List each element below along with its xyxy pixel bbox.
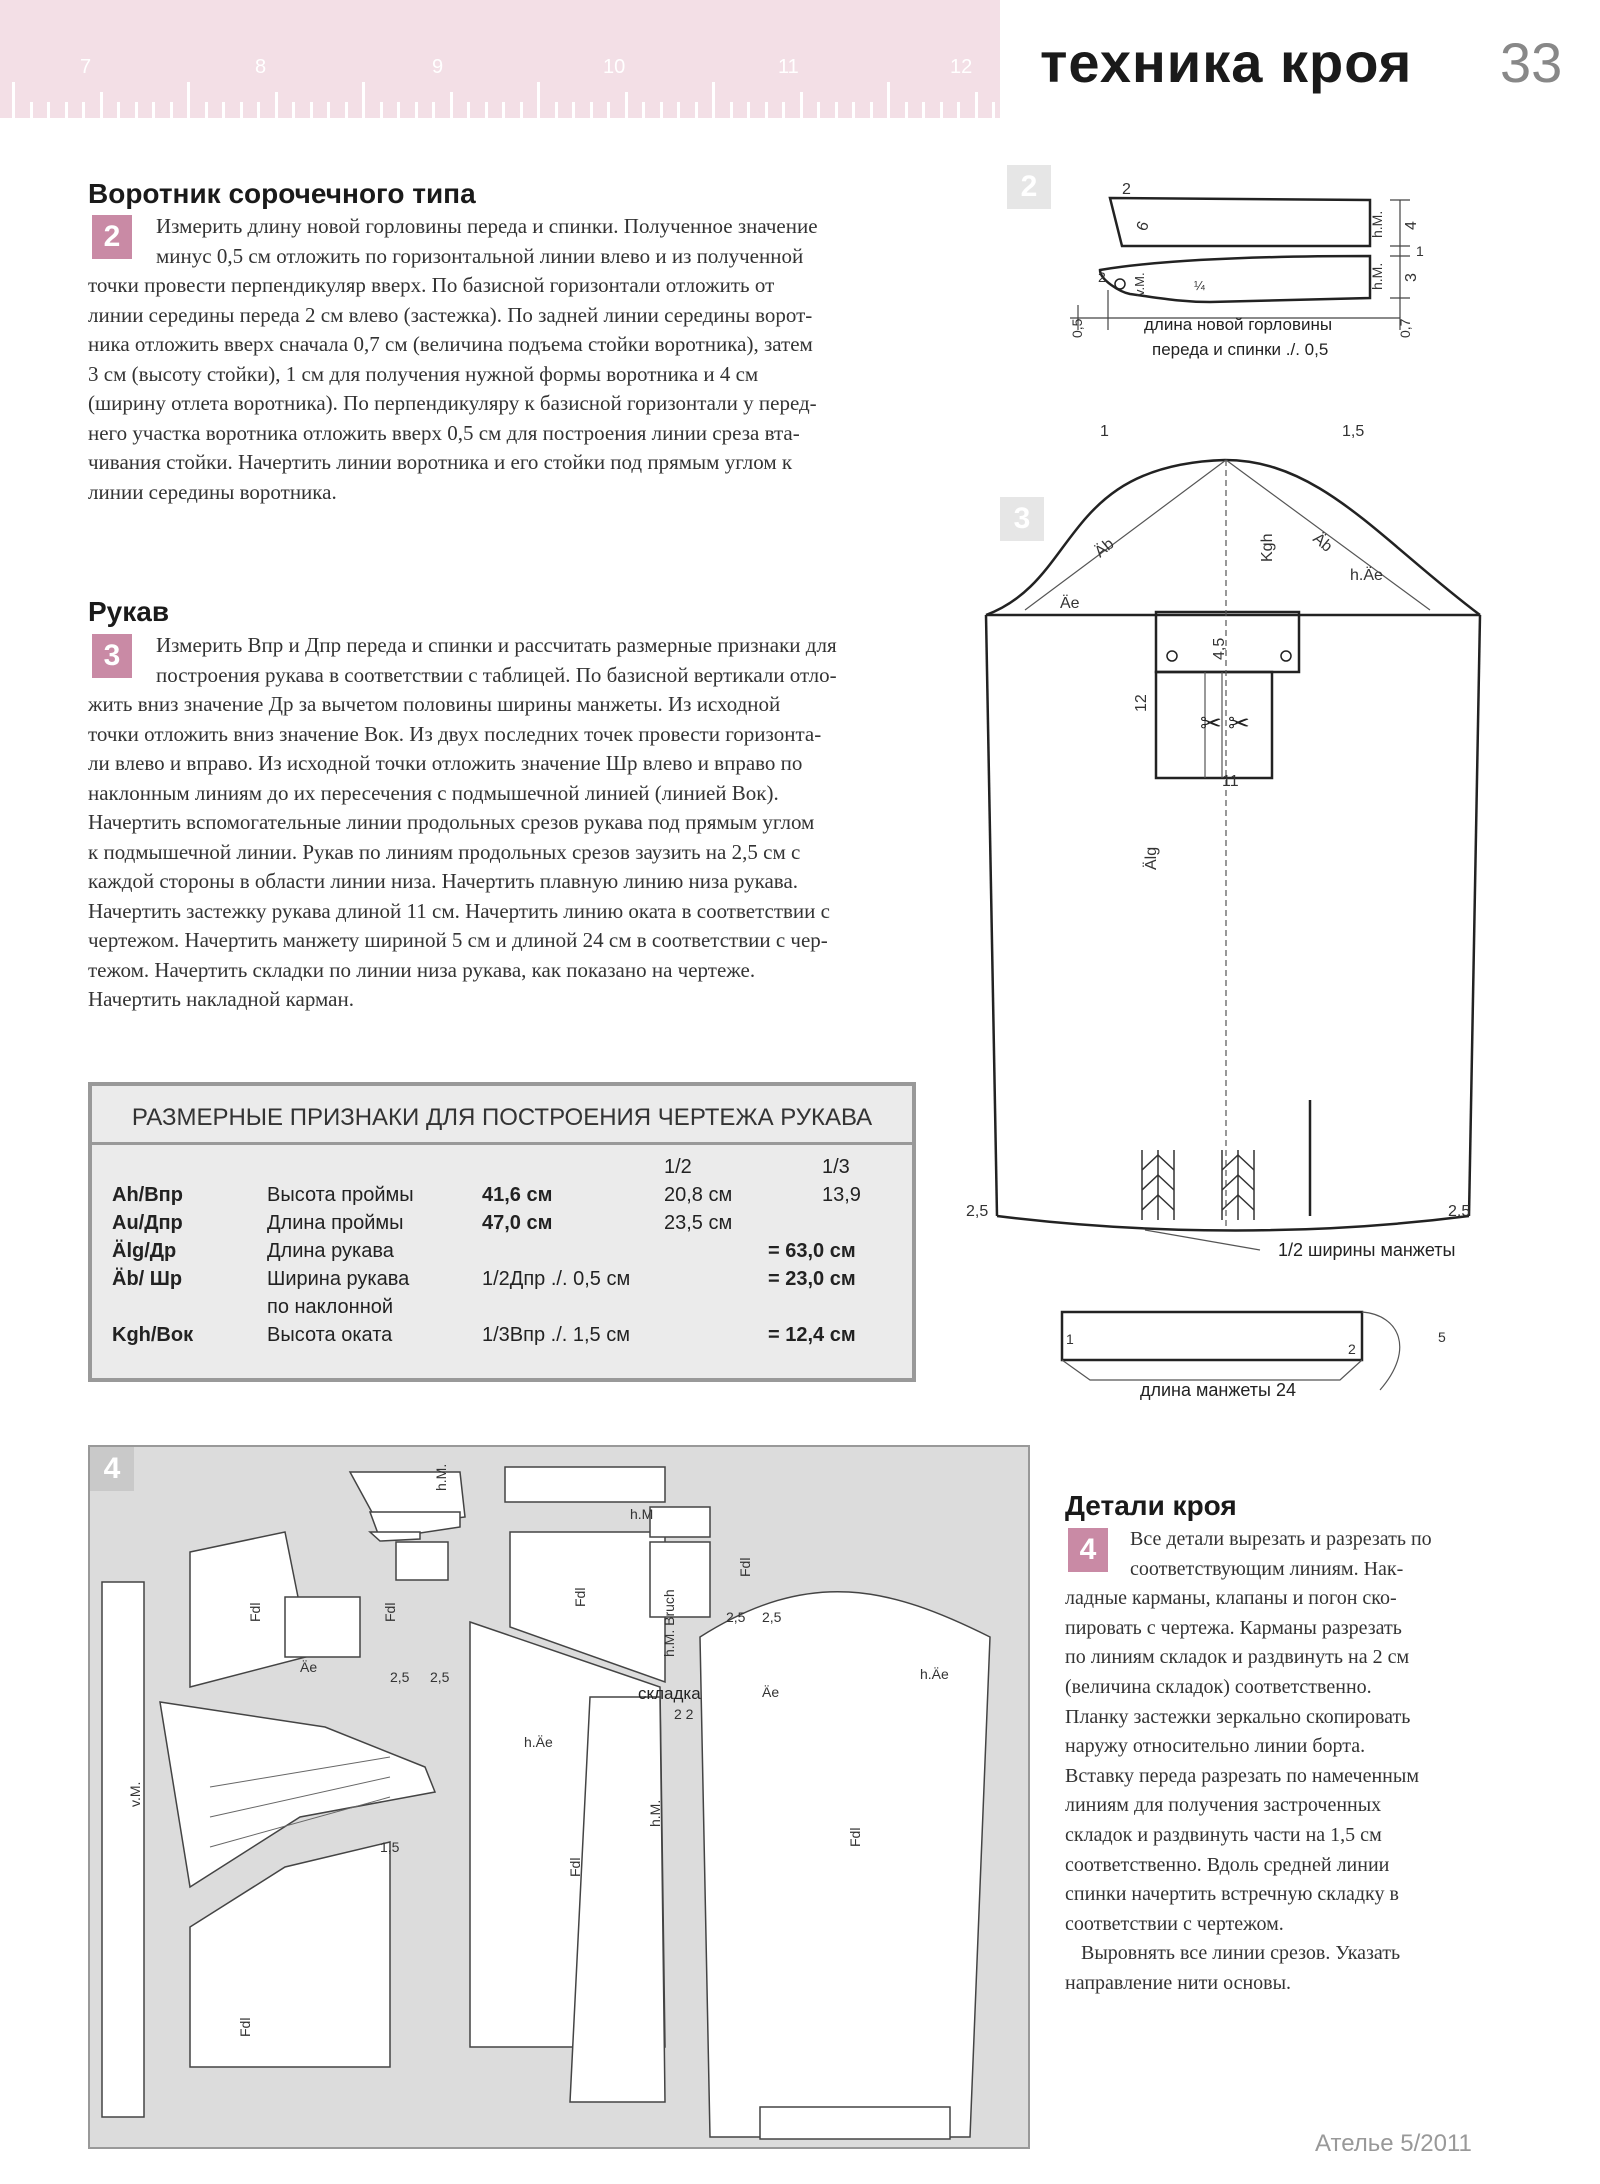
collar-drawing	[1060, 170, 1440, 370]
ruler-tick	[12, 82, 15, 118]
text-line: к подмышечной линии. Рукав по линиям продольных срезов заузить на 2,5 см с	[88, 839, 801, 864]
text-line: (величина складок) соответственно.	[1065, 1675, 1372, 1698]
ruler-tick	[187, 82, 190, 118]
ruler-number: 12	[950, 56, 973, 78]
step-badge: 2	[92, 215, 132, 259]
text-line: соответствующим линиям. Нак-	[1130, 1557, 1404, 1580]
ruler-tick	[135, 102, 138, 118]
text-line: наружу относительно линии борта.	[1065, 1735, 1366, 1758]
text-line: Начертить накладной карман.	[88, 987, 354, 1011]
ruler-tick	[905, 102, 908, 118]
table-cell-name: Высота оката	[267, 1324, 393, 1346]
ruler-tick	[975, 92, 978, 118]
text-line: Выровнять все линии срезов. Указать	[1081, 1942, 1401, 1965]
ruler-tick	[450, 92, 453, 118]
dim-label: Äb	[1309, 530, 1336, 556]
table-cell-result: = 12,4 см	[768, 1324, 856, 1346]
piece-label: Fdl	[382, 1602, 398, 1622]
ruler-tick	[82, 102, 85, 118]
table-cell-half: 23,5 см	[664, 1212, 733, 1234]
text-line: чертежом. Начертить манжету шириной 5 см и длиной 24 см в соответствии с чер-	[88, 928, 828, 952]
ruler-tick	[502, 102, 505, 118]
dim-label: h.M.	[1369, 262, 1385, 290]
ruler-tick	[222, 102, 225, 118]
text-line: построения рукава в соответствии с таблицей. По базисной вертикали отло-	[156, 662, 837, 687]
dim-label: 5	[1438, 1329, 1446, 1345]
ruler-tick	[432, 102, 435, 118]
dim-label: v.M.	[1132, 272, 1147, 296]
ruler-tick	[835, 102, 838, 118]
ruler-tick	[590, 102, 593, 118]
piece-label: v.M.	[127, 1781, 143, 1807]
table-cell-formula: 1/2Дпр ./. 0,5 см	[482, 1268, 631, 1290]
piece-label: 2,5	[390, 1669, 410, 1685]
text-line: 3 см (высоту стойки), 1 см для получения нужной формы воротника и 4 см	[88, 361, 759, 386]
table-divider	[92, 1142, 912, 1145]
cuff-outline	[1062, 1312, 1362, 1360]
ruler-tick	[852, 102, 855, 118]
piece-label: Äe	[300, 1659, 318, 1675]
ruler-number: 11	[778, 56, 799, 78]
pleat-marks	[1142, 1150, 1254, 1220]
measurements-table	[88, 1082, 916, 1382]
ruler-number: 7	[80, 56, 92, 78]
piece-label: Fdl	[567, 1857, 583, 1877]
ruler-tick	[327, 102, 330, 118]
ruler-tick	[30, 102, 33, 118]
text-line: линии середины переда 2 см влево (застежка). По задней линии середины ворот-	[88, 302, 813, 327]
ruler-tick	[65, 102, 68, 118]
ruler-tick	[292, 102, 295, 118]
ruler-tick	[415, 102, 418, 118]
text-line: минус 0,5 см отложить по горизонтальной линии влево и из полученной	[156, 243, 804, 268]
table-cell-code: Äb/ Шр	[112, 1268, 183, 1290]
dim-label: 1	[1416, 243, 1424, 259]
text-line: него участка воротника отложить вверх 0,5 см для построения линии среза вта-	[88, 420, 800, 445]
ruler-tick	[782, 102, 785, 118]
text-line: ладные карманы, клапаны и погон ско-	[1065, 1587, 1397, 1610]
collar-text	[88, 212, 910, 507]
sleeve-heading: Рукав	[88, 596, 170, 627]
sleeve-text	[88, 631, 910, 1015]
ruler-tick	[957, 102, 960, 118]
ruler-tick	[677, 102, 680, 118]
piece-label: 2,5	[430, 1669, 450, 1685]
text-line: складок и раздвинуть части на 1,5 см	[1065, 1823, 1382, 1846]
ruler-tick	[47, 102, 50, 118]
text-line: жить вниз значение Др за вычетом половины ширины манжеты. Из исходной	[88, 692, 781, 716]
ruler-tick	[817, 102, 820, 118]
text-line: пировать с чертежа. Карманы разрезать	[1065, 1616, 1402, 1639]
table-cell-half: 20,8 см	[664, 1184, 733, 1206]
ruler-tick	[362, 82, 365, 118]
figure-badge: 3	[1000, 497, 1044, 541]
table-cell-formula: 47,0 см	[482, 1212, 553, 1234]
ruler-tick	[275, 92, 278, 118]
ruler-tick	[730, 102, 733, 118]
table-cell-formula: 41,6 см	[482, 1184, 553, 1206]
text-line: Измерить длину новой горловины переда и спинки. Полученное значение	[156, 214, 818, 238]
dim-label: Kgh	[1259, 533, 1276, 562]
dim-label: 11	[1222, 773, 1239, 790]
table-cell-result: = 23,0 см	[768, 1268, 856, 1290]
dim-label: 2	[1098, 269, 1106, 285]
dim-label: 2	[1122, 181, 1131, 198]
text-line: направление нити основы.	[1065, 1971, 1292, 1994]
dim-label: 1	[1100, 423, 1109, 440]
ruler-tick	[345, 102, 348, 118]
ruler-tick	[397, 102, 400, 118]
dim-label: Älg	[1143, 846, 1160, 870]
text-line: точки провести перпендикуляр вверх. По базисной горизонтали отложить от	[88, 273, 775, 297]
text-line: Начертить вспомогательные линии продольных срезов рукава под прямым углом	[88, 810, 815, 834]
ruler-tick	[467, 102, 470, 118]
ruler-tick	[712, 82, 715, 118]
piece-label: Fdl	[237, 2017, 253, 2037]
dim-label: 12	[1133, 694, 1150, 712]
figure-badge: 2	[1007, 165, 1051, 209]
piece-label: 1,5	[380, 1839, 400, 1855]
table-title: РАЗМЕРНЫЕ ПРИЗНАКИ ДЛЯ ПОСТРОЕНИЯ ЧЕРТЕЖА РУКАВА	[131, 1104, 873, 1131]
button-mark-icon	[1115, 279, 1125, 289]
text-line: соответствии с чертежом.	[1065, 1912, 1284, 1935]
piece-label: 2,5	[762, 1609, 782, 1625]
table-header-third: 1/3	[822, 1156, 850, 1178]
ruler-tick	[572, 102, 575, 118]
piece-label: h.Äe	[524, 1734, 553, 1750]
ruler-tick	[117, 102, 120, 118]
ruler-tick	[520, 102, 523, 118]
ruler-tick	[765, 102, 768, 118]
dim-label: Äe	[1060, 595, 1080, 612]
dim-label: 6	[1133, 219, 1153, 234]
ruler-tick	[485, 102, 488, 118]
table-cell-code: Älg/Др	[112, 1240, 177, 1262]
ruler-tick	[205, 102, 208, 118]
text-line: линии середины воротника.	[88, 479, 337, 504]
page-number: 33	[1500, 31, 1563, 94]
ruler-tick	[152, 102, 155, 118]
ruler-tick	[887, 82, 890, 118]
ruler-tick	[257, 102, 260, 118]
page-title: техника кроя	[1040, 31, 1413, 94]
text-line: наклонным линиям до их пересечения с подмышечной линией (линией Вок).	[88, 780, 779, 805]
ruler-tick	[660, 102, 663, 118]
ruler-number: 10	[603, 56, 626, 78]
table-cell-result: = 63,0 см	[768, 1240, 856, 1262]
dim-label: 4	[1403, 221, 1420, 230]
ruler-tick	[310, 102, 313, 118]
dim-label: 4,5	[1211, 637, 1228, 660]
table-cell-name: Ширина рукава	[267, 1268, 410, 1290]
table-cell-code: Au/Дпр	[112, 1212, 183, 1234]
piece-label: h.M.	[647, 1799, 663, 1827]
text-line: Начертить застежку рукава длиной 11 см. Начертить линию оката в соответствии с	[88, 898, 830, 923]
ruler-tick	[642, 102, 645, 118]
text-line: тежом. Начертить складки по линии низа рукава, как показано на чертеже.	[88, 957, 756, 982]
ruler-tick	[537, 82, 540, 118]
piece-label: Fdl	[737, 1557, 753, 1577]
dim-label: 2,5	[966, 1203, 989, 1220]
table-cell-third: 13,9	[822, 1184, 861, 1206]
details-text	[1065, 1525, 1475, 1999]
figure-badge: 4	[90, 1447, 134, 1491]
collar-heading: Воротник сорочечного типа	[88, 178, 476, 209]
dim-label: Äb	[1091, 535, 1118, 562]
piece-label: складка	[638, 1684, 701, 1703]
table-cell-name: по наклонной	[267, 1296, 394, 1318]
ruler-tick	[870, 102, 873, 118]
text-line: соответственно. Вдоль средней линии	[1065, 1853, 1390, 1876]
table-cell-name: Высота проймы	[267, 1184, 414, 1206]
ruler-tick	[922, 102, 925, 118]
scissors-icon: ✂	[1200, 708, 1222, 738]
piece-label: Äe	[762, 1684, 780, 1700]
ruler-tick	[240, 102, 243, 118]
ruler-number: 8	[255, 56, 267, 78]
ruler-tick	[625, 92, 628, 118]
text-line: каждой стороны в области линии низа. Начертить плавную линию низа рукава.	[88, 869, 799, 893]
step-badge: 3	[92, 634, 132, 678]
sleeve-drawing	[960, 410, 1520, 1400]
text-line: ника отложить вверх сначала 0,7 см (величина подъема стойки воротника), затем	[88, 332, 813, 356]
piece-label: 2,5	[726, 1609, 746, 1625]
dim-caption: длина новой горловины	[1144, 315, 1333, 334]
text-line: ли влево и вправо. Из исходной точки отложить значение Шр влево и вправо по	[88, 751, 803, 775]
ruler-tick	[800, 92, 803, 118]
dim-caption: 1/2 ширины манжеты	[1278, 1240, 1456, 1260]
dim-label: 2	[1348, 1341, 1356, 1357]
dim-caption: переда и спинки ./. 0,5	[1152, 340, 1329, 359]
text-line: Все детали вырезать и разрезать по	[1130, 1528, 1432, 1550]
ruler-tick	[170, 102, 173, 118]
text-line: по линиям складок и раздвинуть на 2 см	[1065, 1646, 1410, 1669]
piece-label: h.M. Bruch	[661, 1589, 677, 1657]
dim-label: 2,5	[1448, 1203, 1471, 1220]
piece-label: 2 2	[674, 1706, 694, 1722]
piece-label: h.M.	[433, 1463, 449, 1491]
ruler-tick	[100, 92, 103, 118]
dim-label: 0,5	[1069, 318, 1085, 338]
table-cell-name: Длина рукава	[267, 1240, 394, 1262]
dim-label: 1,5	[1342, 423, 1365, 440]
text-line: Вставку переда разрезать по намеченным	[1065, 1764, 1419, 1787]
piece-label: Fdl	[847, 1827, 863, 1847]
pattern-pieces-figure	[88, 1445, 1030, 2149]
dim-label: ¼	[1194, 278, 1205, 293]
scissors-icon: ✂	[1228, 708, 1250, 738]
piece-label: Fdl	[572, 1587, 588, 1607]
dim-caption: длина манжеты 24	[1140, 1380, 1296, 1400]
text-line: Планку застежки зеркально скопировать	[1065, 1705, 1411, 1728]
dim-label: 3	[1403, 273, 1420, 282]
issue-footer: Ателье 5/2011	[1315, 2130, 1472, 2157]
table-header-half: 1/2	[664, 1156, 692, 1178]
ruler-tick	[747, 102, 750, 118]
dim-label: 0,7	[1397, 318, 1413, 338]
ruler-band	[0, 0, 1000, 118]
text-line: спинки начертить встречную складку в	[1065, 1883, 1399, 1906]
text-line: (ширину отлета воротника). По перпендикуляру к базисной горизонтали у перед-	[88, 391, 817, 415]
text-line: линиям для получения застроченных	[1065, 1794, 1382, 1817]
dim-label: h.M.	[1369, 210, 1385, 238]
ruler-tick	[607, 102, 610, 118]
table-cell-name: Длина проймы	[267, 1212, 404, 1234]
pattern-pieces-drawing	[90, 1447, 1028, 2147]
step-badge: 4	[1068, 1528, 1108, 1572]
details-heading: Детали кроя	[1065, 1490, 1237, 1521]
piece-label: h.M	[630, 1506, 654, 1522]
ruler-tick	[380, 102, 383, 118]
button-mark-icon	[1167, 651, 1177, 661]
dim-label: 1	[1066, 1331, 1074, 1347]
ruler-tick	[940, 102, 943, 118]
text-line: чивания стойки. Начертить линии воротника и его стойки под прямым углом к	[88, 450, 793, 474]
piece-label: h.Äe	[920, 1666, 949, 1682]
ruler-number: 9	[432, 56, 444, 78]
button-mark-icon	[1281, 651, 1291, 661]
ruler-tick	[695, 102, 698, 118]
table-cell-code: Kgh/Вок	[112, 1324, 194, 1346]
text-line: Измерить Впр и Дпр переда и спинки и рассчитать размерные признаки для	[156, 633, 837, 657]
ruler-tick	[992, 102, 995, 118]
text-line: точки отложить вниз значение Вок. Из двух последних точек провести горизонта-	[88, 721, 822, 746]
ruler-tick	[555, 102, 558, 118]
table-cell-code: Ah/Впр	[112, 1184, 183, 1206]
dim-label: h.Äe	[1350, 567, 1383, 584]
piece-label: Fdl	[247, 1602, 263, 1622]
table-cell-formula: 1/3Впр ./. 1,5 см	[482, 1324, 630, 1346]
